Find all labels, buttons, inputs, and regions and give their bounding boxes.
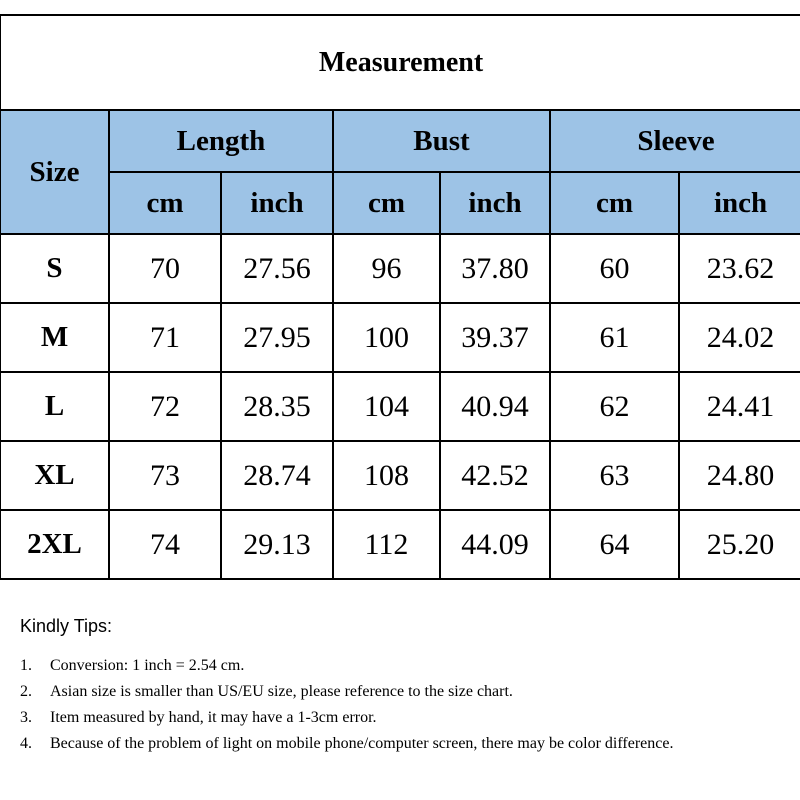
bust-inch-cell: 39.37 xyxy=(440,303,550,372)
sleeve-inch-header: inch xyxy=(679,172,800,234)
tip-number: 1. xyxy=(20,657,32,674)
table-row xyxy=(0,510,800,579)
length-cm-cell: 71 xyxy=(109,303,221,372)
tips-title: Kindly Tips: xyxy=(20,616,113,636)
tip-number: 4. xyxy=(20,735,32,752)
size-cell: XL xyxy=(0,441,109,510)
sleeve-cm-cell: 63 xyxy=(550,441,679,510)
tip-number: 3. xyxy=(20,709,32,726)
list-item xyxy=(20,679,790,705)
size-cell: S xyxy=(0,234,109,303)
bust-inch-header: inch xyxy=(440,172,550,234)
table-row xyxy=(0,441,800,510)
length-cm-cell: 72 xyxy=(109,372,221,441)
length-inch-cell: 28.35 xyxy=(221,372,333,441)
sleeve-cm-cell: 62 xyxy=(550,372,679,441)
tips-list xyxy=(20,653,790,757)
length-cm-header: cm xyxy=(109,172,221,234)
bust-inch-cell: 44.09 xyxy=(440,510,550,579)
length-inch-header: inch xyxy=(221,172,333,234)
length-cm-cell: 70 xyxy=(109,234,221,303)
size-cell: L xyxy=(0,372,109,441)
sleeve-cm-cell: 61 xyxy=(550,303,679,372)
bust-header: Bust xyxy=(333,110,550,172)
bust-cm-cell: 108 xyxy=(333,441,440,510)
table-row xyxy=(0,234,800,303)
length-inch-cell: 27.56 xyxy=(221,234,333,303)
length-header: Length xyxy=(109,110,333,172)
sleeve-inch-cell: 23.62 xyxy=(679,234,800,303)
bust-inch-cell: 42.52 xyxy=(440,441,550,510)
size-header: Size xyxy=(0,110,109,234)
tip-number: 2. xyxy=(20,683,32,700)
tip-text: Asian size is smaller than US/EU size, please reference to the size chart. xyxy=(50,683,513,700)
tip-text: Item measured by hand, it may have a 1-3cm error. xyxy=(50,709,377,726)
length-cm-cell: 73 xyxy=(109,441,221,510)
kindly-tips xyxy=(20,616,790,757)
sleeve-cm-cell: 64 xyxy=(550,510,679,579)
sleeve-cm-cell: 60 xyxy=(550,234,679,303)
table-row xyxy=(0,372,800,441)
sleeve-inch-cell: 24.80 xyxy=(679,441,800,510)
size-cell: 2XL xyxy=(0,510,109,579)
list-item xyxy=(20,653,790,679)
bust-cm-cell: 100 xyxy=(333,303,440,372)
table-row xyxy=(0,303,800,372)
tip-text: Because of the problem of light on mobile phone/computer screen, there may be color difference. xyxy=(50,735,674,752)
bust-cm-header: cm xyxy=(333,172,440,234)
sleeve-inch-cell: 24.41 xyxy=(679,372,800,441)
bust-cm-cell: 96 xyxy=(333,234,440,303)
length-inch-cell: 29.13 xyxy=(221,510,333,579)
bust-inch-cell: 40.94 xyxy=(440,372,550,441)
sleeve-inch-cell: 25.20 xyxy=(679,510,800,579)
sleeve-inch-cell: 24.02 xyxy=(679,303,800,372)
size-cell: M xyxy=(0,303,109,372)
measurement-table xyxy=(0,14,800,580)
sleeve-cm-header: cm xyxy=(550,172,679,234)
table-title: Measurement xyxy=(0,15,800,110)
list-item xyxy=(20,731,790,757)
tip-text: Conversion: 1 inch = 2.54 cm. xyxy=(50,657,245,674)
length-inch-cell: 27.95 xyxy=(221,303,333,372)
length-inch-cell: 28.74 xyxy=(221,441,333,510)
sleeve-header: Sleeve xyxy=(550,110,800,172)
length-cm-cell: 74 xyxy=(109,510,221,579)
bust-inch-cell: 37.80 xyxy=(440,234,550,303)
bust-cm-cell: 104 xyxy=(333,372,440,441)
list-item xyxy=(20,705,790,731)
bust-cm-cell: 112 xyxy=(333,510,440,579)
